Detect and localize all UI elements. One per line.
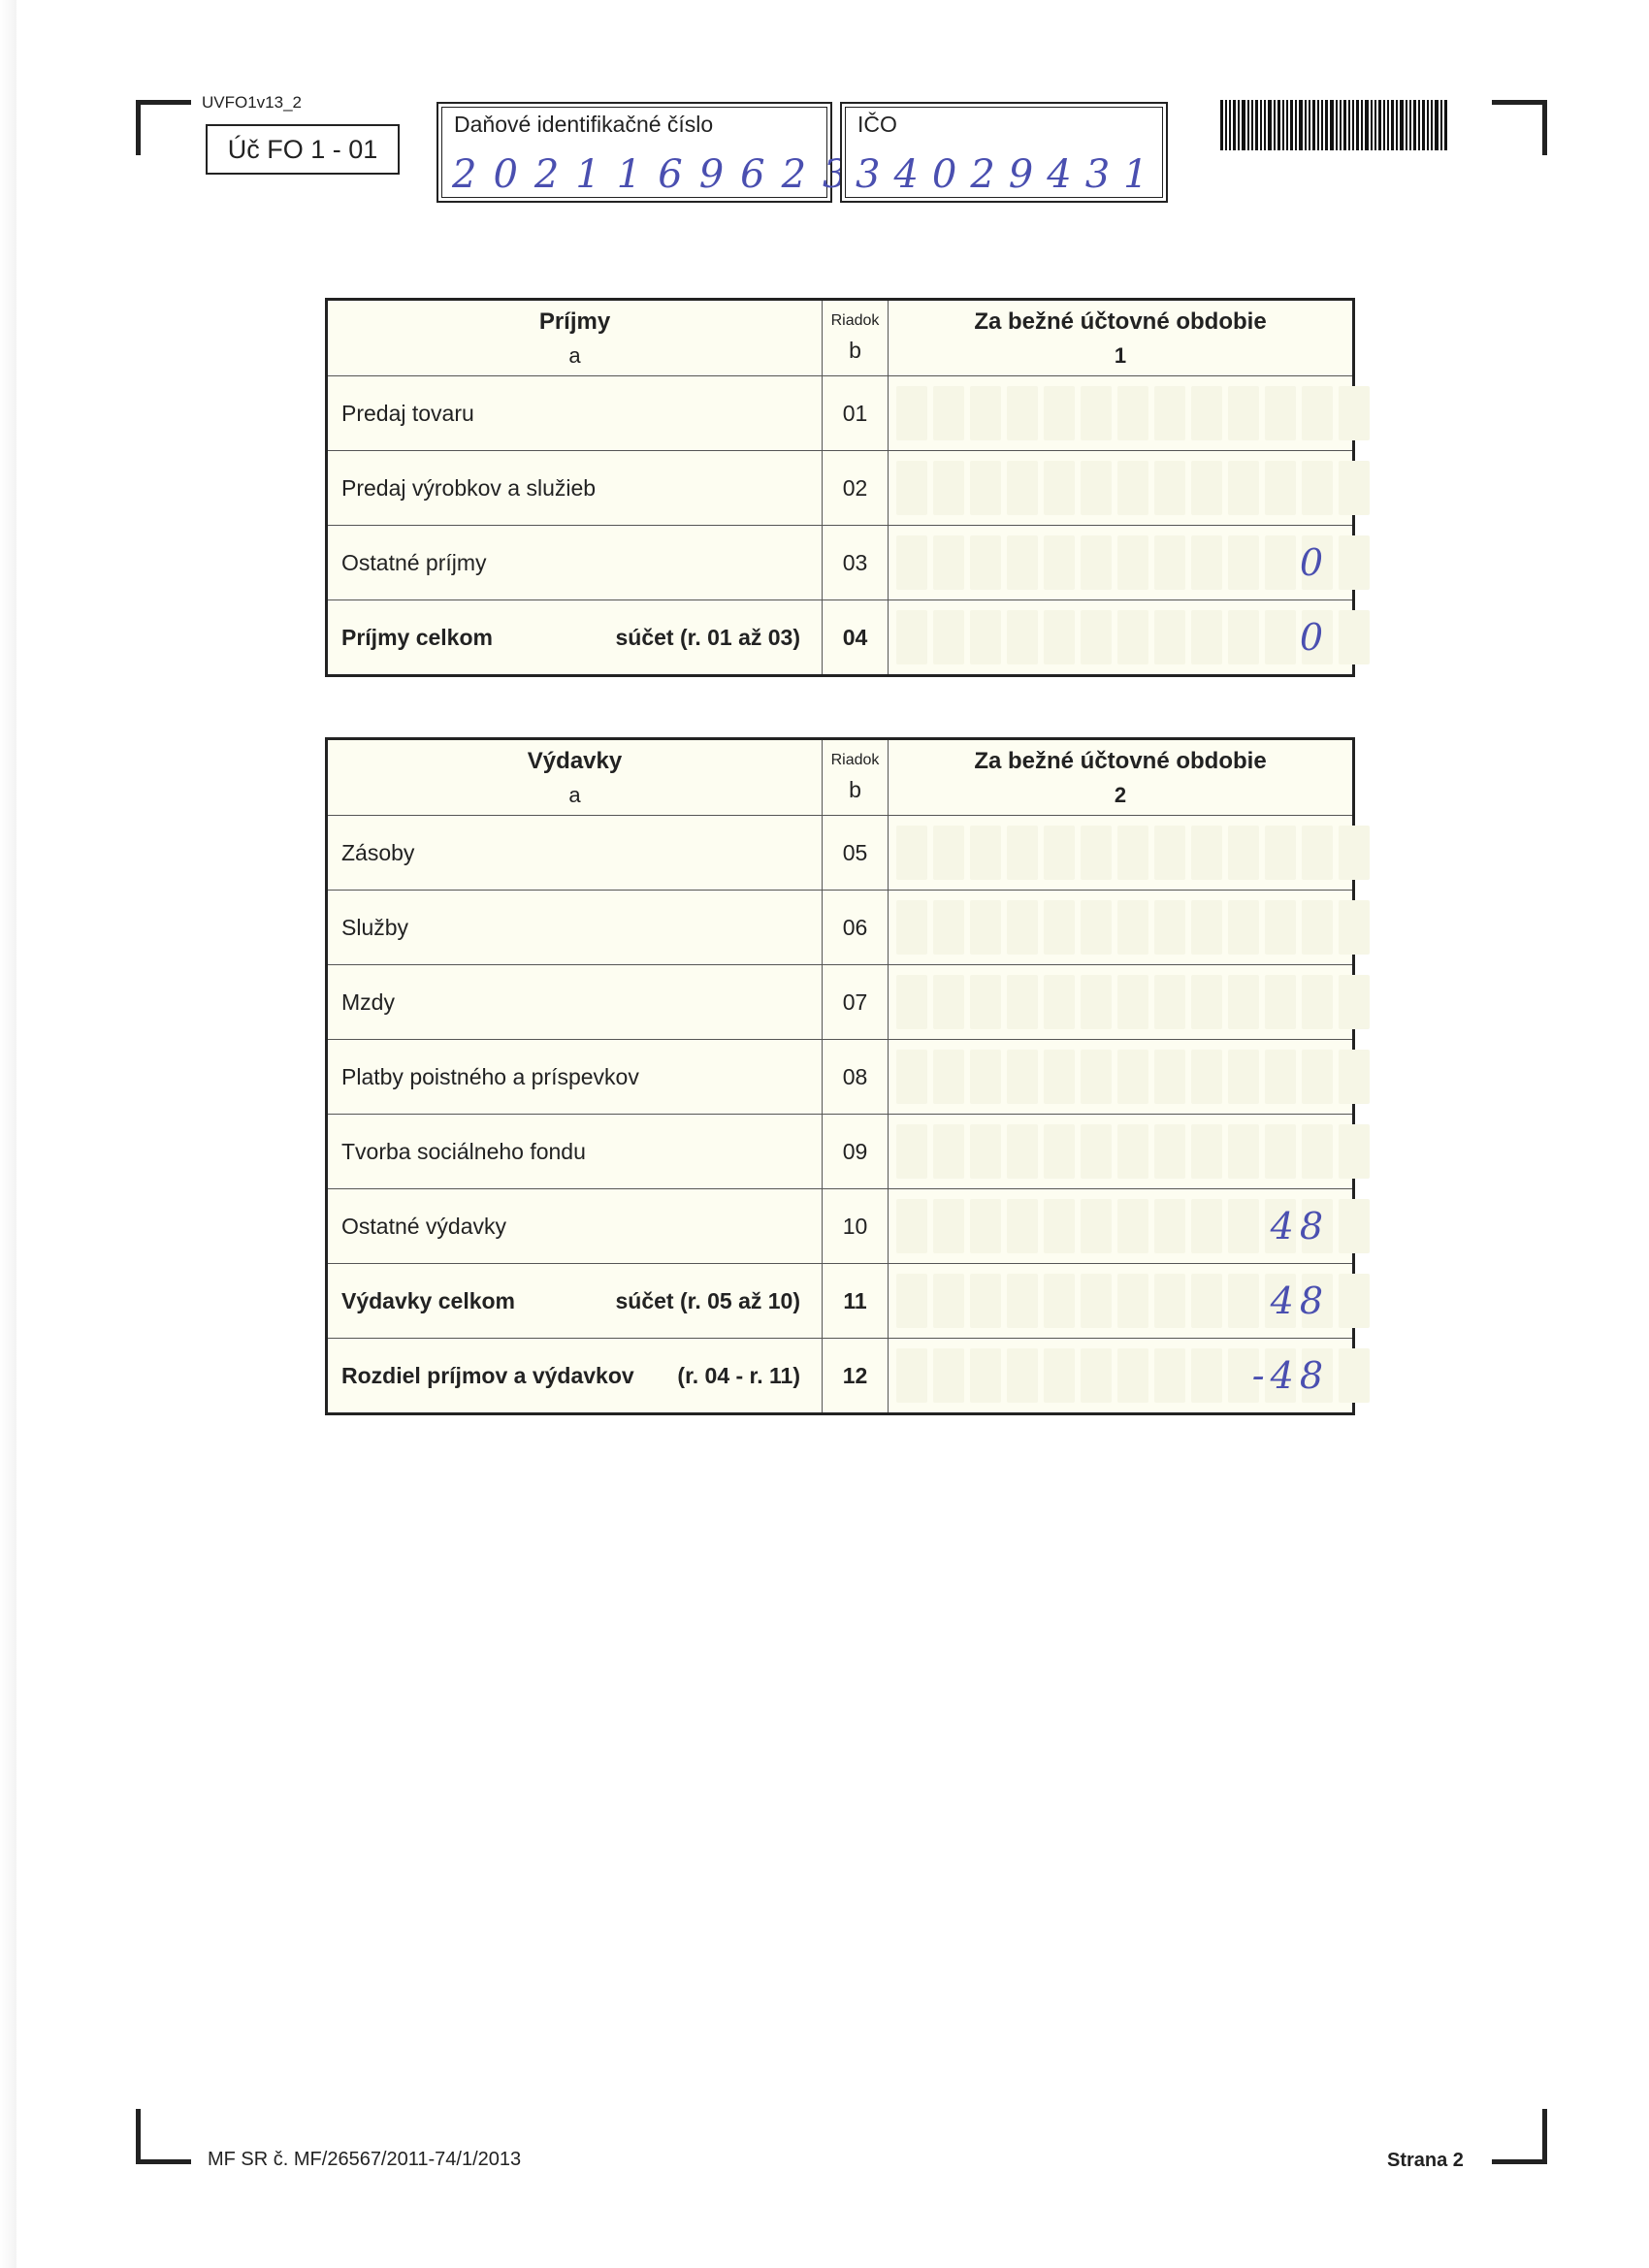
barcode-bar	[1220, 100, 1223, 150]
digit-box	[896, 826, 927, 880]
digit-box	[1081, 610, 1112, 664]
barcode-bar	[1277, 100, 1280, 150]
digit-box	[970, 461, 1001, 515]
amount-field[interactable]	[889, 1189, 1352, 1263]
digit-box	[1154, 1348, 1185, 1403]
table-row	[328, 599, 1352, 674]
digit-box	[1007, 975, 1038, 1029]
barcode-bar	[1365, 100, 1369, 150]
barcode-bar	[1225, 100, 1227, 150]
amount-field[interactable]	[889, 600, 1352, 674]
digit-box	[1081, 1199, 1112, 1253]
digit-box	[1007, 826, 1038, 880]
expense-col-c-title: Za bežné účtovné obdobie	[974, 747, 1267, 774]
barcode-bar	[1325, 100, 1328, 150]
digit-box	[1044, 900, 1075, 955]
row-note: súčet (r. 01 až 03)	[615, 624, 800, 650]
digit-box	[1302, 975, 1333, 1029]
digit-box	[1007, 461, 1038, 515]
digit-box	[1154, 975, 1185, 1029]
digit-box	[970, 535, 1001, 590]
barcode-bar	[1435, 100, 1439, 150]
table-row	[328, 1114, 1352, 1188]
expense-table	[325, 737, 1355, 1415]
digit-box	[1154, 535, 1185, 590]
page-number: Strana 2	[1387, 2150, 1464, 2171]
row-label: Zásoby	[341, 839, 415, 865]
digit-box	[1265, 1050, 1296, 1104]
digit-box	[1228, 1199, 1259, 1253]
barcode-bar	[1440, 100, 1442, 150]
digit-box	[1154, 1124, 1185, 1179]
digit-box	[933, 386, 964, 440]
barcode-bar	[1299, 100, 1303, 150]
digit-box	[896, 1199, 927, 1253]
barcode-bar	[1406, 100, 1407, 150]
digit-box	[1339, 900, 1370, 955]
amount-field[interactable]	[889, 816, 1352, 890]
digit-box	[1228, 1050, 1259, 1104]
dic-label: Daňové identifikačné číslo	[454, 112, 714, 137]
digit-box	[1191, 1348, 1222, 1403]
digit-box	[1265, 386, 1296, 440]
digit-box	[1044, 1050, 1075, 1104]
amount-field[interactable]	[889, 965, 1352, 1039]
barcode-bar	[1409, 100, 1411, 150]
income-col-c-title: Za bežné účtovné obdobie	[974, 308, 1267, 335]
digit-box	[1191, 535, 1222, 590]
barcode-bar	[1361, 100, 1363, 150]
digit-box	[1339, 386, 1370, 440]
digit-box	[1302, 1050, 1333, 1104]
barcode-bar	[1413, 100, 1416, 150]
digit-box	[896, 461, 927, 515]
barcode-bar	[1238, 100, 1240, 150]
barcode-bar	[1387, 100, 1389, 150]
amount-field[interactable]	[889, 376, 1352, 450]
corner-mark-top-left	[136, 100, 191, 155]
digit-box	[1117, 1050, 1148, 1104]
row-line-number: 02	[823, 451, 889, 525]
barcode-bar	[1274, 100, 1276, 150]
digit-box	[1339, 1050, 1370, 1104]
digit-box	[1302, 1124, 1333, 1179]
row-line-number: 03	[823, 526, 889, 599]
digit-box	[1302, 386, 1333, 440]
digit-box	[1191, 1124, 1222, 1179]
digit-box	[1007, 535, 1038, 590]
digit-box	[1154, 610, 1185, 664]
barcode-bar	[1321, 100, 1323, 150]
income-col-b-letter: b	[849, 338, 861, 363]
digit-box	[1044, 386, 1075, 440]
digit-box	[933, 535, 964, 590]
digit-box	[1191, 975, 1222, 1029]
table-row	[328, 525, 1352, 599]
digit-box	[896, 975, 927, 1029]
digit-box	[970, 975, 1001, 1029]
digit-box	[1339, 1348, 1370, 1403]
barcode-bar	[1383, 100, 1385, 150]
digit-box	[1228, 1124, 1259, 1179]
handwritten-amount: -48	[1251, 1354, 1329, 1397]
digit-box	[1007, 1124, 1038, 1179]
corner-mark-bottom-right	[1492, 2109, 1547, 2164]
row-line-number: 05	[823, 816, 889, 890]
digit-box	[1265, 610, 1296, 664]
barcode-bar	[1233, 100, 1236, 150]
row-line-number: 08	[823, 1040, 889, 1114]
digit-box	[1302, 826, 1333, 880]
row-label: Výdavky celkom	[341, 1287, 516, 1313]
digit-box	[1191, 1050, 1222, 1104]
barcode-bar	[1391, 100, 1394, 150]
digit-box	[1265, 1124, 1296, 1179]
barcode-bar	[1336, 100, 1338, 150]
digit-box	[1154, 386, 1185, 440]
digit-box	[896, 1274, 927, 1328]
digit-boxes	[896, 461, 1370, 515]
digit-box	[1339, 535, 1370, 590]
digit-box	[1228, 535, 1259, 590]
row-label: Platby poistného a príspevkov	[341, 1063, 639, 1089]
barcode-bar	[1427, 100, 1429, 150]
digit-box	[1265, 826, 1296, 880]
income-col-a-letter: a	[568, 342, 581, 368]
digit-boxes	[896, 386, 1370, 440]
form-code: UVFO1v13_2	[202, 93, 302, 112]
row-label: Predaj tovaru	[341, 400, 474, 426]
barcode-bar	[1295, 100, 1297, 150]
digit-box	[1228, 826, 1259, 880]
handwritten-amount: 48	[1270, 1280, 1329, 1322]
digit-box	[970, 386, 1001, 440]
barcode-bar	[1418, 100, 1420, 150]
digit-box	[1339, 461, 1370, 515]
digit-boxes	[896, 610, 1370, 664]
digit-box	[1081, 900, 1112, 955]
ministry-code: MF SR č. MF/26567/2011-74/1/2013	[208, 2149, 522, 2170]
digit-box	[1007, 1274, 1038, 1328]
row-label: Rozdiel príjmov a výdavkov	[341, 1362, 634, 1388]
digit-box	[1081, 1274, 1112, 1328]
digit-box	[1339, 1274, 1370, 1328]
amount-field[interactable]	[889, 1040, 1352, 1114]
digit-box	[1007, 610, 1038, 664]
digit-box	[1117, 975, 1148, 1029]
table-row	[328, 1039, 1352, 1114]
row-label: Predaj výrobkov a služieb	[341, 474, 597, 501]
digit-box	[1117, 826, 1148, 880]
digit-box	[933, 1274, 964, 1328]
barcode-bar	[1317, 100, 1319, 150]
digit-box	[1265, 461, 1296, 515]
digit-box	[970, 826, 1001, 880]
barcode-bar	[1268, 100, 1272, 150]
row-note: (r. 04 - r. 11)	[677, 1362, 800, 1388]
digit-box	[1154, 826, 1185, 880]
digit-box	[1044, 826, 1075, 880]
barcode-bar	[1309, 100, 1310, 150]
dic-box	[436, 102, 864, 203]
row-line-number: 11	[823, 1264, 889, 1338]
table-row	[328, 964, 1352, 1039]
income-col-a-title: Príjmy	[538, 308, 611, 335]
digit-box	[1339, 975, 1370, 1029]
digit-box	[1339, 610, 1370, 664]
barcode-bar	[1422, 100, 1425, 150]
ico-value: 34029431	[856, 152, 1162, 197]
barcode-bar	[1352, 100, 1354, 150]
digit-box	[1228, 610, 1259, 664]
barcode-bar	[1242, 100, 1245, 150]
digit-box	[1228, 900, 1259, 955]
table-row	[328, 815, 1352, 890]
expense-col-a-letter: a	[568, 782, 581, 807]
corner-mark-bottom-left	[136, 2109, 191, 2164]
digit-box	[970, 900, 1001, 955]
digit-boxes	[896, 975, 1370, 1029]
form-id-box: Úč FO 1 - 01	[206, 124, 400, 175]
dic-value: 2021169623	[452, 152, 864, 197]
table-row	[328, 1263, 1352, 1338]
digit-box	[933, 975, 964, 1029]
digit-box	[1154, 1274, 1185, 1328]
digit-box	[970, 1124, 1001, 1179]
digit-box	[933, 1050, 964, 1104]
barcode-bar	[1282, 100, 1284, 150]
digit-box	[1081, 826, 1112, 880]
digit-box	[1191, 1199, 1222, 1253]
barcode-bar	[1330, 100, 1334, 150]
digit-box	[1117, 461, 1148, 515]
digit-box	[933, 461, 964, 515]
digit-box	[1302, 900, 1333, 955]
digit-box	[1117, 1348, 1148, 1403]
digit-box	[1302, 461, 1333, 515]
digit-box	[1081, 386, 1112, 440]
barcode-bar	[1247, 100, 1249, 150]
digit-box	[970, 1199, 1001, 1253]
digit-box	[1154, 1199, 1185, 1253]
barcode-bar	[1260, 100, 1262, 150]
table-row	[328, 375, 1352, 450]
digit-box	[1191, 386, 1222, 440]
handwritten-amount: 0	[1299, 541, 1329, 584]
digit-box	[1191, 610, 1222, 664]
income-table-header	[328, 301, 1352, 375]
digit-box	[1044, 1348, 1075, 1403]
digit-box	[1117, 900, 1148, 955]
expense-col-c-number: 2	[1114, 782, 1127, 807]
barcode-bar	[1305, 100, 1307, 150]
scan-edge	[0, 0, 16, 2268]
row-label: Tvorba sociálneho fondu	[341, 1138, 586, 1164]
digit-box	[1044, 461, 1075, 515]
digit-box	[1044, 1274, 1075, 1328]
barcode-bar	[1356, 100, 1359, 150]
digit-box	[933, 900, 964, 955]
digit-box	[1044, 610, 1075, 664]
digit-box	[1228, 1274, 1259, 1328]
barcode-bar	[1371, 100, 1373, 150]
row-label: Mzdy	[341, 988, 395, 1015]
digit-box	[1081, 1124, 1112, 1179]
digit-box	[896, 610, 927, 664]
digit-box	[1154, 461, 1185, 515]
barcode-bar	[1251, 100, 1253, 150]
digit-box	[1044, 1199, 1075, 1253]
row-label: Ostatné príjmy	[341, 549, 487, 575]
digit-boxes	[896, 900, 1370, 955]
expense-table-header	[328, 740, 1352, 815]
income-col-b-title: Riadok	[830, 312, 880, 329]
digit-box	[1191, 826, 1222, 880]
digit-box	[933, 1124, 964, 1179]
digit-box	[1265, 535, 1296, 590]
digit-box	[1191, 1274, 1222, 1328]
digit-box	[1117, 535, 1148, 590]
barcode-bar	[1229, 100, 1231, 150]
row-label: Ostatné výdavky	[341, 1213, 507, 1239]
row-label: Príjmy celkom	[341, 624, 493, 650]
digit-box	[1265, 900, 1296, 955]
barcode-bar	[1290, 100, 1293, 150]
digit-box	[1117, 1199, 1148, 1253]
handwritten-amount: 48	[1270, 1205, 1329, 1247]
digit-box	[1044, 975, 1075, 1029]
barcode-bar	[1286, 100, 1288, 150]
digit-box	[933, 826, 964, 880]
barcode	[1220, 100, 1449, 150]
expense-col-b-letter: b	[849, 777, 861, 802]
amount-field[interactable]	[889, 1339, 1352, 1412]
digit-boxes	[896, 1050, 1370, 1104]
barcode-bar	[1378, 100, 1381, 150]
amount-field[interactable]	[889, 1115, 1352, 1188]
amount-field[interactable]	[889, 891, 1352, 964]
barcode-bar	[1255, 100, 1258, 150]
digit-box	[1228, 975, 1259, 1029]
digit-box	[970, 1274, 1001, 1328]
digit-box	[896, 900, 927, 955]
expense-col-b-title: Riadok	[830, 752, 880, 768]
table-row	[328, 450, 1352, 525]
expense-col-a-title: Výdavky	[527, 747, 623, 774]
digit-box	[1117, 1124, 1148, 1179]
digit-boxes	[896, 535, 1370, 590]
digit-box	[896, 1124, 927, 1179]
table-row	[328, 890, 1352, 964]
digit-box	[1117, 386, 1148, 440]
row-line-number: 04	[823, 600, 889, 674]
row-line-number: 09	[823, 1115, 889, 1188]
amount-field[interactable]	[889, 451, 1352, 525]
digit-box	[1154, 1050, 1185, 1104]
digit-box	[1081, 535, 1112, 590]
digit-box	[970, 1348, 1001, 1403]
ico-label: IČO	[857, 112, 897, 137]
digit-box	[933, 610, 964, 664]
income-col-c-number: 1	[1114, 342, 1127, 368]
digit-box	[1191, 461, 1222, 515]
barcode-bar	[1374, 100, 1376, 150]
digit-box	[970, 1050, 1001, 1104]
digit-box	[1007, 1050, 1038, 1104]
row-note: súčet (r. 05 až 10)	[615, 1287, 800, 1313]
digit-box	[1154, 900, 1185, 955]
digit-box	[1007, 1348, 1038, 1403]
digit-box	[896, 1050, 927, 1104]
digit-box	[1007, 1199, 1038, 1253]
digit-box	[896, 386, 927, 440]
barcode-bar	[1431, 100, 1433, 150]
digit-box	[1044, 1124, 1075, 1179]
digit-box	[1339, 826, 1370, 880]
digit-box	[1044, 535, 1075, 590]
row-line-number: 06	[823, 891, 889, 964]
table-row	[328, 1188, 1352, 1263]
digit-box	[1007, 900, 1038, 955]
digit-box	[1339, 1199, 1370, 1253]
row-line-number: 07	[823, 965, 889, 1039]
row-line-number: 12	[823, 1339, 889, 1412]
row-line-number: 10	[823, 1189, 889, 1263]
corner-mark-top-right	[1492, 100, 1547, 155]
digit-box	[1081, 461, 1112, 515]
digit-box	[896, 1348, 927, 1403]
barcode-bar	[1444, 100, 1447, 150]
barcode-bar	[1348, 100, 1350, 150]
digit-box	[1081, 1050, 1112, 1104]
handwritten-amount: 0	[1299, 616, 1329, 659]
digit-box	[970, 610, 1001, 664]
amount-field[interactable]	[889, 526, 1352, 599]
table-row	[328, 1338, 1352, 1412]
row-line-number: 01	[823, 376, 889, 450]
digit-box	[1007, 386, 1038, 440]
barcode-bar	[1264, 100, 1266, 150]
digit-boxes	[896, 826, 1370, 880]
barcode-bar	[1396, 100, 1398, 150]
barcode-bar	[1312, 100, 1315, 150]
row-label: Služby	[341, 914, 409, 940]
digit-box	[1081, 975, 1112, 1029]
digit-box	[1265, 975, 1296, 1029]
digit-box	[1117, 610, 1148, 664]
digit-box	[1339, 1124, 1370, 1179]
ico-box	[840, 102, 1168, 203]
digit-box	[1228, 386, 1259, 440]
digit-box	[1081, 1348, 1112, 1403]
barcode-bar	[1343, 100, 1346, 150]
digit-box	[1117, 1274, 1148, 1328]
income-table	[325, 298, 1355, 677]
digit-box	[896, 535, 927, 590]
barcode-bar	[1340, 100, 1342, 150]
digit-boxes	[896, 1124, 1370, 1179]
digit-box	[1228, 461, 1259, 515]
digit-box	[933, 1348, 964, 1403]
digit-box	[933, 1199, 964, 1253]
barcode-bar	[1400, 100, 1404, 150]
digit-box	[1191, 900, 1222, 955]
amount-field[interactable]	[889, 1264, 1352, 1338]
